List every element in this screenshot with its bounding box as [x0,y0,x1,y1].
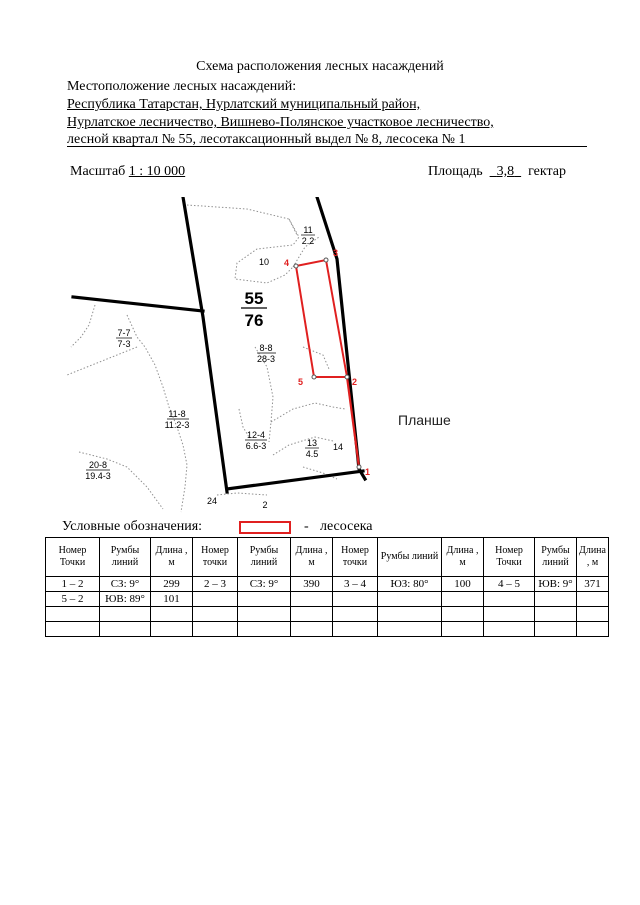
table-cell: 2 – 3 [193,577,238,592]
coordinates-table [45,537,609,637]
plot-point-marker-4 [294,264,298,268]
stand-11-val: 2.2 [301,236,315,246]
header-cell: Номер точки [333,538,378,577]
area-block [428,164,566,180]
table-cell [442,622,484,637]
table-cell [577,607,609,622]
table-cell [442,607,484,622]
header-cell: Длина , м [151,538,193,577]
table-cell [46,607,100,622]
header-cell: Румбы линий [100,538,151,577]
area-label: Площадь [428,164,483,179]
point-label-1: 1 [365,467,371,477]
table-cell [535,607,577,622]
table-row [46,622,609,637]
table-cell [378,622,442,637]
table-cell [291,592,333,607]
plot-point-marker-5 [312,375,316,379]
table-cell [333,592,378,607]
table-cell [151,607,193,622]
table-cell [333,622,378,637]
table-row [46,607,609,622]
stand-12-4-val: 6.6-3 [245,441,267,451]
header-cell: Номер точки [193,538,238,577]
table-cell: 299 [151,577,193,592]
stand-11-8-val: 11.2-3 [164,420,190,430]
stand-20-8-num: 20-8 [88,460,108,470]
table-cell [46,622,100,637]
table-cell [238,622,291,637]
table-cell: 3 – 4 [333,577,378,592]
plot-point-marker-1 [357,465,361,469]
table-cell: 371 [577,577,609,592]
area-value: 3,8 [496,164,515,179]
stand-13-num: 13 [306,438,318,448]
table-cell: ЮВ: 9° [535,577,577,592]
table-cell [378,607,442,622]
stand-24-num: 24 [206,496,218,506]
header-rule [67,146,587,147]
table-cell: 100 [442,577,484,592]
location-line-1: Республика Татарстан, Нурлатский муниципальный район, [67,97,421,112]
stand-7-7-val: 7-3 [117,339,131,349]
scale-value: 1 : 10 000 [128,164,186,179]
stand-13-val: 4.5 [305,449,319,459]
forest-map [67,197,588,517]
legend-dash: - [304,519,309,534]
table-cell [333,607,378,622]
table-cell [291,622,333,637]
table-cell [193,622,238,637]
legend [62,519,582,537]
table-row [46,577,609,592]
legend-label: Условные обозначения: [62,519,203,534]
table-cell: 4 – 5 [484,577,535,592]
legend-description: лесосека [320,519,373,534]
stand-boundaries [67,205,345,512]
table-cell [535,622,577,637]
stand-20-8-val: 19.4-3 [85,471,111,481]
stand-2-num: 2 [262,500,268,510]
header-cell: Длина , м [577,538,609,577]
area-unit: гектар [528,164,567,179]
plot-edge-1-2 [347,377,359,467]
table-cell [484,592,535,607]
location-label: Местоположение лесных насаждений: [67,79,297,94]
table-cell: СЗ: 9° [100,577,151,592]
table-cell: 390 [291,577,333,592]
table-cell [378,592,442,607]
quarter-area: 76 [244,311,264,330]
scale-label: Масштаб [70,164,126,179]
stand-14-num: 14 [332,442,344,452]
location-line-3: лесной квартал № 55, лесотаксационный выдел № 8, лесосека № 1 [67,132,466,147]
header-cell: Румбы линий [238,538,291,577]
table-cell [442,592,484,607]
table-header-row [46,538,609,577]
table-cell: 101 [151,592,193,607]
boundary-west [183,197,227,492]
header-cell: Румбы линий [378,538,442,577]
legend-plot-swatch [239,521,291,534]
stand-11-8-num: 11-8 [168,409,186,419]
table-cell [100,607,151,622]
table-cell [238,592,291,607]
point-label-2: 2 [352,377,358,387]
plot-polygon [294,258,361,469]
table-cell [577,622,609,637]
point-label-5: 5 [298,377,304,387]
table-cell: СЗ: 9° [238,577,291,592]
stand-8-8-num: 8-8 [259,343,273,353]
table-cell [291,607,333,622]
table-cell [100,622,151,637]
stand-11-num: 11 [303,225,313,235]
header-cell: Номер Точки [46,538,100,577]
boundary-north-west [73,297,203,311]
table-cell [484,607,535,622]
table-cell [193,607,238,622]
plot-point-marker-3 [324,258,328,262]
table-cell [484,622,535,637]
location-line-2: Нурлатское лесничество, Вишнево-Полянское участковое лесничество, [67,115,494,130]
table-cell [535,592,577,607]
plot-point-marker-2 [345,375,349,379]
scale-block [70,164,185,180]
point-label-4: 4 [284,258,290,268]
table-cell [577,592,609,607]
boundary-south [227,471,363,489]
table-cell: 1 – 2 [46,577,100,592]
quarter-number: 55 [244,289,264,308]
table-cell [238,607,291,622]
header-cell: Длина , м [442,538,484,577]
table-cell: 5 – 2 [46,592,100,607]
stand-12-4-num: 12-4 [246,430,266,440]
header-cell: Номер Точки [484,538,535,577]
neighbor-label: Планше [398,412,451,428]
stand-10-num: 10 [258,257,270,267]
table-cell [193,592,238,607]
header-cell: Длина , м [291,538,333,577]
document-title: Схема расположения лесных насаждений [196,59,444,74]
point-label-3: 3 [333,248,339,258]
map-svg [67,197,588,517]
header-cell: Румбы линий [535,538,577,577]
stand-7-7-num: 7-7 [117,328,131,338]
table-cell: ЮВ: 89° [100,592,151,607]
table-cell: ЮЗ: 80° [378,577,442,592]
table-cell [151,622,193,637]
stand-8-8-val: 28-3 [256,354,276,364]
table-row [46,592,609,607]
